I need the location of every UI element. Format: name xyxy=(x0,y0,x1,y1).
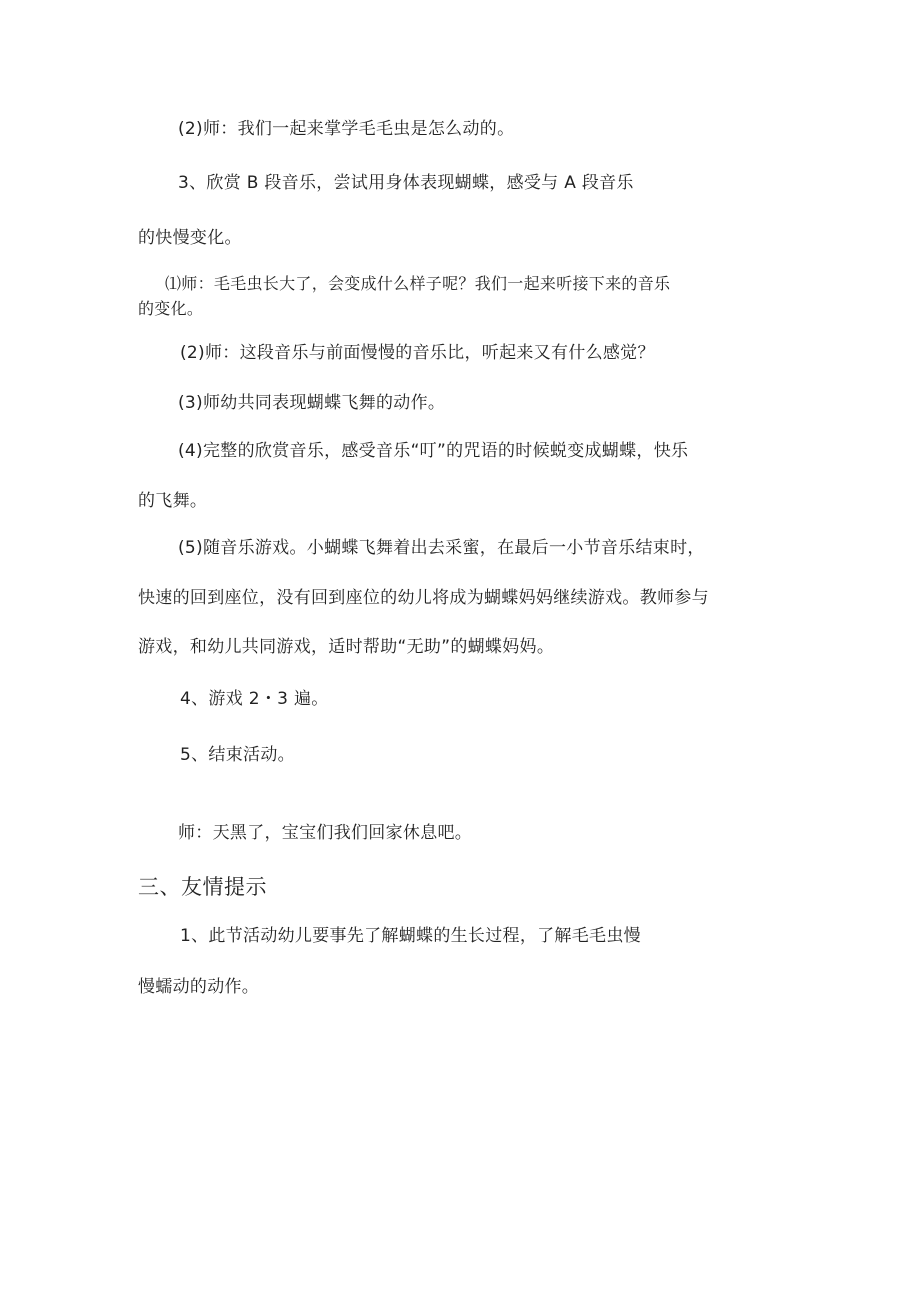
paragraph-line: (5)随音乐游戏。小蝴蝶飞舞着出去采蜜，在最后一小节音乐结束时， xyxy=(178,538,705,558)
paragraph-line: 慢蠕动的动作。 xyxy=(138,977,260,997)
paragraph-line: 师：天黑了，宝宝们我们回家休息吧。 xyxy=(178,823,473,843)
paragraph-line: 游戏，和幼儿共同游戏，适时帮助“无助”的蝴蝶妈妈。 xyxy=(138,637,555,657)
paragraph-line: (4)完整的欣赏音乐，感受音乐“叮”的咒语的时候蜕变成蝴蝶，快乐 xyxy=(178,441,689,461)
paragraph-line: 5、结束活动。 xyxy=(180,745,295,765)
paragraph-line: ⑴师：毛毛虫长大了，会变成什么样子呢？我们一起来听接下来的音乐 xyxy=(165,274,671,293)
section-heading: 三、友情提示 xyxy=(138,875,267,899)
paragraph-line: 3、欣赏 B 段音乐，尝试用身体表现蝴蝶，感受与 A 段音乐 xyxy=(178,173,634,193)
paragraph-line: 的变化。 xyxy=(138,299,204,318)
paragraph-line: 快速的回到座位，没有回到座位的幼儿将成为蝴蝶妈妈继续游戏。教师参与 xyxy=(138,588,709,608)
paragraph-line: (2)师：我们一起来掌学毛毛虫是怎么动的。 xyxy=(178,119,515,139)
paragraph-line: (2)师：这段音乐与前面慢慢的音乐比，听起来又有什么感觉？ xyxy=(180,343,655,363)
paragraph-line: 的飞舞。 xyxy=(138,491,208,511)
paragraph-line: (3)师幼共同表现蝴蝶飞舞的动作。 xyxy=(178,393,446,413)
paragraph-line: 1、此节活动幼儿要事先了解蝴蝶的生长过程，了解毛毛虫慢 xyxy=(180,926,641,946)
paragraph-line: 4、游戏 2・3 遍。 xyxy=(180,689,329,709)
paragraph-line: 的快慢变化。 xyxy=(138,228,242,248)
